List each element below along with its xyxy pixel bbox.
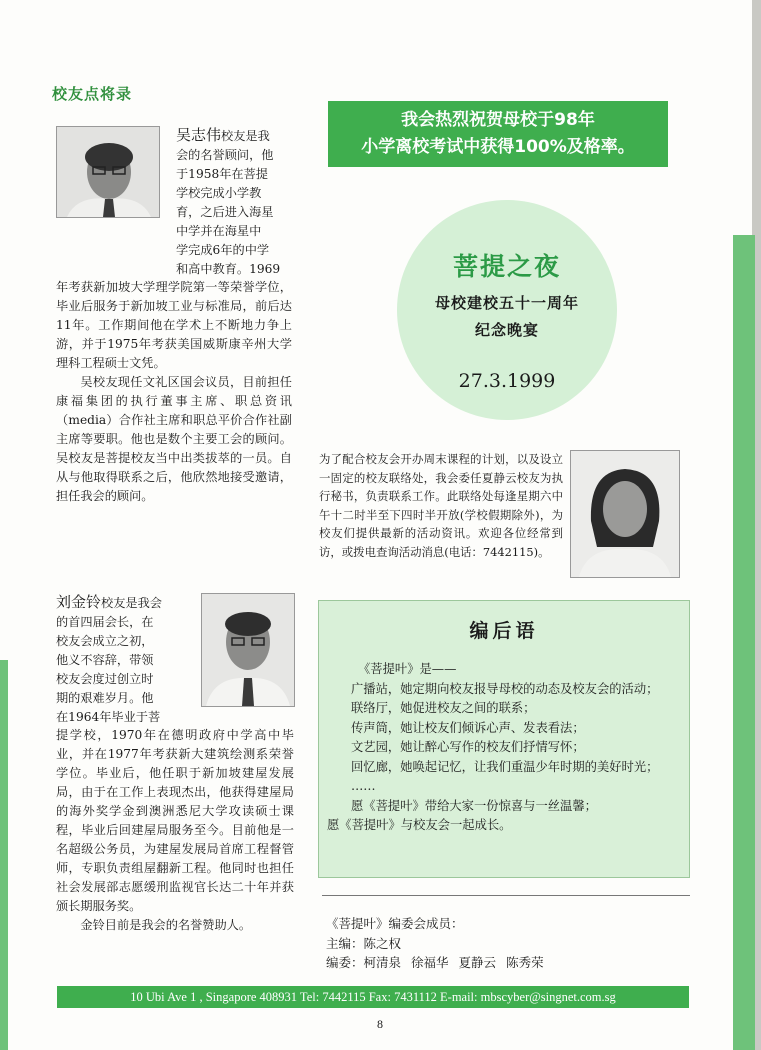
- decorative-green-bar-right: [733, 235, 755, 1050]
- chief-label: 主编：: [326, 935, 364, 951]
- committee-member: 夏静云: [458, 955, 497, 970]
- page-number: 8: [377, 1017, 383, 1031]
- editor-note-line: 广播站，她定期向校友报导母校的动态及校友会的活动；: [351, 681, 659, 696]
- bio-liu-side-text: [56, 593, 196, 727]
- bio-wu-line: 中学并在海星中: [176, 224, 262, 238]
- committee-member: 徐福华: [411, 955, 449, 970]
- bio-liu-line: 的首四届会长，在: [56, 615, 154, 629]
- bio-wu-paragraph: 吴校友现任文礼区国会议员，目前担任康福集团的执行董事主席、职总资讯（media）合作社主席和职总平价合作社副主席等要职。他也是数个主要工会的顾问。吴校友是菩提校友当中出类拔萃的一员。自从与他取得联系之后，他欣然地接受邀请，担任我会的顾问。: [56, 375, 292, 503]
- decorative-green-bar-left: [0, 660, 8, 1050]
- banner-line: 小学离校考试中获得100%及格率。: [361, 137, 635, 157]
- bio-wu-line: 和高中教育。1969: [176, 262, 281, 276]
- editorial-members: [326, 914, 666, 973]
- editor-note-line: 愿《菩提叶》带给大家一份惊喜与一丝温馨；: [351, 798, 597, 813]
- event-title: 菩提之夜: [452, 252, 561, 281]
- photo-xia-jingyun: [570, 450, 680, 578]
- bio-liu-line: 期的艰难岁月。他: [56, 691, 154, 705]
- banner-line: 我会热烈祝贺母校于98年: [401, 110, 595, 130]
- chief-editor: 陈之权: [363, 935, 402, 951]
- bio-liu-line: 校友会成立之初，: [56, 634, 154, 648]
- section-title: 校友点将录: [52, 85, 133, 103]
- photo-wu-zhiwei: [56, 126, 160, 218]
- event-date: 27.3.1999: [458, 370, 556, 392]
- bio-liu-body: [56, 726, 294, 935]
- bio-wu-line: 育，之后进入海星: [176, 205, 274, 219]
- committee-member: 柯清泉: [363, 955, 402, 970]
- bio-wu-line: 于1958年在菩提: [176, 167, 268, 181]
- bio-wu-line: 学校完成小学教: [176, 186, 262, 200]
- bio-wu-name: 吴志伟: [176, 126, 222, 144]
- committee-member: 陈秀荣: [506, 955, 544, 970]
- editor-note-line: 愿《菩提叶》与校友会一起成长。: [327, 818, 512, 832]
- editor-note-title: 编后语: [469, 620, 539, 642]
- editor-note-line: 传声筒，她让校友们倾诉心声、发表看法；: [351, 720, 585, 735]
- bio-liu-name: 刘金铃: [56, 593, 102, 611]
- editor-note-line: 回忆廊，她唤起记忆，让我们重温少年时期的美好时光；: [351, 759, 659, 774]
- congratulation-banner: [328, 101, 668, 167]
- bio-liu-line: 校友是我会: [101, 596, 162, 610]
- bio-liu-line: 校友会度过创立时: [56, 672, 154, 686]
- bio-liu-line: 他义不容辞，带领: [56, 653, 154, 667]
- contact-footer: 10 Ubi Ave 1 , Singapore 408931 Tel: 7442115 Fax: 7431112 E-mail: mbscyber@singnet.com.sg: [57, 986, 689, 1008]
- bio-wu-side-text: [176, 126, 292, 279]
- editor-note-body: [327, 660, 683, 836]
- bio-wu-paragraph: 年考获新加坡大学理学院第一等荣誉学位，毕业后服务于新加坡工业与标准局，前后达11年。工作期间他在学术上不断地力争上游，并于1975年考获美国威斯康辛州大学理科工程硕士文凭。: [56, 280, 292, 370]
- editor-note-line: 联络厅，她促进校友之间的联系；: [351, 701, 536, 715]
- bio-liu-paragraph: 金铃目前是我会的名誉赞助人。: [80, 918, 252, 932]
- notice-text: 为了配合校友会开办周末课程的计划，以及设立一固定的校友联络处，我会委任夏静云校友为执行秘书，负责联系工作。此联络处每逢星期六中午十二时半至下四时半开放(学校假期除外)，为校友们提供最新的活动资讯。欢迎各位经常到访，或拨电查询活动消息(电话：7442115)。: [319, 452, 563, 559]
- event-subtitle: 母校建校五十一周年: [434, 294, 579, 312]
- photo-liu-jinling: [201, 593, 295, 707]
- editor-note-line: ……: [351, 779, 376, 793]
- bio-liu-line: 在1964年毕业于菩: [56, 710, 161, 724]
- editor-note-line: 《菩提叶》是——: [358, 662, 457, 676]
- bio-wu-body: [56, 278, 292, 506]
- divider: [322, 895, 690, 896]
- committee-label: 编委：: [326, 955, 364, 970]
- members-heading: 《菩提叶》编委会成员：: [326, 916, 464, 931]
- editor-note-line: 文艺园，她让醉心写作的校友们抒情写怀；: [351, 740, 585, 754]
- bio-wu-line: 会的名誉顾问，他: [176, 148, 274, 162]
- event-subtitle: 纪念晚宴: [474, 321, 539, 339]
- bio-wu-line: 学完成6年的中学: [176, 243, 270, 257]
- bio-liu-paragraph: 提学校，1970年在德明政府中学高中毕业，并在1977年考获新大建筑绘测系荣誉学位。毕业后，他任职于新加坡建屋发展局，由于在工作上表现杰出，他获得建屋局的海外奖学金到澳洲悉尼大学攻读硕士课程，毕业后回建屋局服务至今。目前他是一名超级公务员，为建屋发展局首席工程督管师，专职负责组屋翻新工程。他同时也担任社会发展部志愿缓刑监视官长达二十年并获颁长期服务奖。: [56, 728, 294, 913]
- bio-wu-line: 校友是我: [221, 129, 270, 143]
